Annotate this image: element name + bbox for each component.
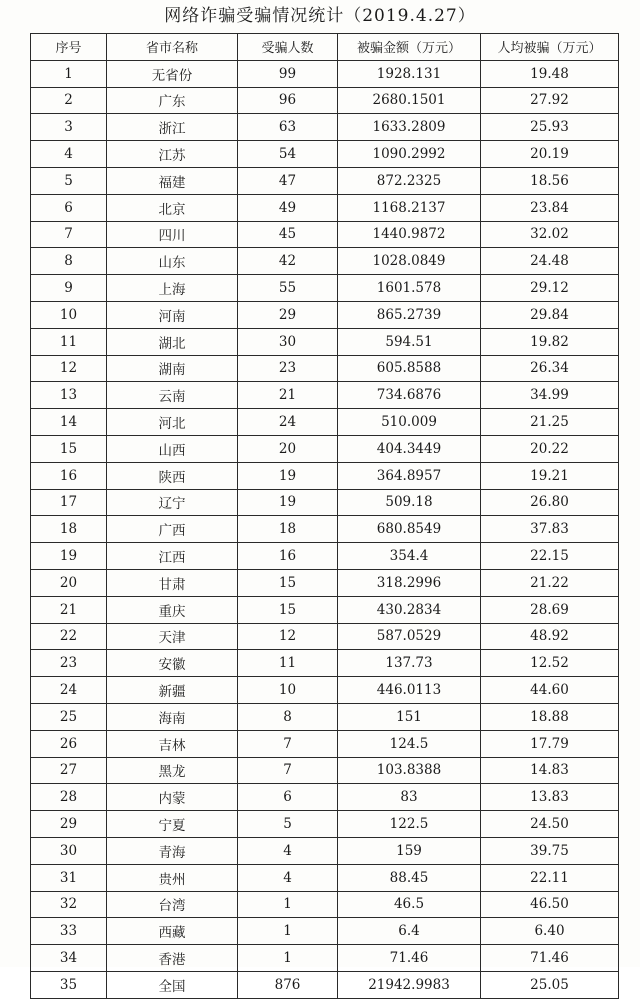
cell-province: 湖南 (107, 355, 238, 382)
cell-index: 11 (31, 328, 107, 355)
cell-amount: 137.73 (338, 650, 481, 677)
cell-victims: 4 (238, 864, 338, 891)
cell-average: 32.02 (481, 221, 619, 248)
cell-victims: 30 (238, 328, 338, 355)
cell-province: 台湾 (107, 891, 238, 918)
cell-amount: 124.5 (338, 730, 481, 757)
cell-index: 4 (31, 141, 107, 168)
cell-average: 13.83 (481, 784, 619, 811)
table-row (31, 757, 619, 784)
header-province: 省市名称 (107, 34, 238, 61)
cell-average: 26.80 (481, 489, 619, 516)
table-row (31, 945, 619, 972)
cell-province: 山西 (107, 435, 238, 462)
cell-province: 无省份 (107, 60, 238, 87)
cell-province: 辽宁 (107, 489, 238, 516)
cell-victims: 15 (238, 569, 338, 596)
table-row (31, 489, 619, 516)
table-row (31, 623, 619, 650)
cell-victims: 42 (238, 248, 338, 275)
cell-amount: 122.5 (338, 811, 481, 838)
cell-amount: 605.8588 (338, 355, 481, 382)
cell-average: 46.50 (481, 891, 619, 918)
cell-amount: 872.2325 (338, 167, 481, 194)
table-row (31, 194, 619, 221)
cell-amount: 1440.9872 (338, 221, 481, 248)
cell-victims: 10 (238, 677, 338, 704)
cell-index: 6 (31, 194, 107, 221)
cell-province: 广西 (107, 516, 238, 543)
cell-province: 新疆 (107, 677, 238, 704)
cell-index: 32 (31, 891, 107, 918)
cell-amount: 6.4 (338, 918, 481, 945)
cell-province: 宁夏 (107, 811, 238, 838)
table-row (31, 569, 619, 596)
cell-province: 四川 (107, 221, 238, 248)
cell-average: 48.92 (481, 623, 619, 650)
cell-index: 2 (31, 87, 107, 114)
cell-average: 18.88 (481, 703, 619, 730)
cell-province: 吉林 (107, 730, 238, 757)
cell-average: 28.69 (481, 596, 619, 623)
cell-amount: 1601.578 (338, 275, 481, 302)
cell-average: 19.21 (481, 462, 619, 489)
cell-average: 19.48 (481, 60, 619, 87)
cell-average: 29.84 (481, 301, 619, 328)
cell-victims: 19 (238, 462, 338, 489)
cell-average: 21.22 (481, 569, 619, 596)
cell-index: 8 (31, 248, 107, 275)
cell-average: 25.93 (481, 114, 619, 141)
cell-victims: 5 (238, 811, 338, 838)
cell-province: 甘肃 (107, 569, 238, 596)
cell-index: 29 (31, 811, 107, 838)
cell-index: 17 (31, 489, 107, 516)
cell-average: 22.11 (481, 864, 619, 891)
cell-amount: 88.45 (338, 864, 481, 891)
cell-province: 河南 (107, 301, 238, 328)
cell-amount: 71.46 (338, 945, 481, 972)
table-row (31, 87, 619, 114)
cell-province: 云南 (107, 382, 238, 409)
cell-average: 22.15 (481, 543, 619, 570)
cell-index: 13 (31, 382, 107, 409)
cell-victims: 1 (238, 918, 338, 945)
document-title: 网络诈骗受骗情况统计（2019.4.27） (164, 6, 476, 26)
table-row (31, 918, 619, 945)
cell-index: 16 (31, 462, 107, 489)
table-row (31, 114, 619, 141)
table-row (31, 141, 619, 168)
table-row (31, 462, 619, 489)
cell-victims: 19 (238, 489, 338, 516)
table-row (31, 650, 619, 677)
cell-province: 安徽 (107, 650, 238, 677)
table-row (31, 409, 619, 436)
cell-average: 27.92 (481, 87, 619, 114)
cell-average: 29.12 (481, 275, 619, 302)
cell-victims: 47 (238, 167, 338, 194)
table-row (31, 864, 619, 891)
cell-victims: 45 (238, 221, 338, 248)
cell-victims: 4 (238, 837, 338, 864)
cell-victims: 99 (238, 60, 338, 87)
cell-province: 香港 (107, 945, 238, 972)
cell-amount: 1633.2809 (338, 114, 481, 141)
cell-index: 23 (31, 650, 107, 677)
cell-amount: 103.8388 (338, 757, 481, 784)
cell-average: 21.25 (481, 409, 619, 436)
cell-index: 21 (31, 596, 107, 623)
cell-average: 17.79 (481, 730, 619, 757)
cell-amount: 1028.0849 (338, 248, 481, 275)
cell-province: 福建 (107, 167, 238, 194)
table-row (31, 784, 619, 811)
cell-average: 44.60 (481, 677, 619, 704)
cell-victims: 12 (238, 623, 338, 650)
cell-index: 31 (31, 864, 107, 891)
table-row (31, 221, 619, 248)
cell-average: 20.22 (481, 435, 619, 462)
cell-index: 33 (31, 918, 107, 945)
cell-index: 10 (31, 301, 107, 328)
cell-victims: 20 (238, 435, 338, 462)
cell-amount: 734.6876 (338, 382, 481, 409)
cell-amount: 865.2739 (338, 301, 481, 328)
cell-index: 19 (31, 543, 107, 570)
cell-index: 30 (31, 837, 107, 864)
cell-average: 25.05 (481, 971, 619, 998)
cell-index: 3 (31, 114, 107, 141)
table-row (31, 543, 619, 570)
cell-index: 12 (31, 355, 107, 382)
cell-victims: 16 (238, 543, 338, 570)
cell-victims: 29 (238, 301, 338, 328)
cell-index: 9 (31, 275, 107, 302)
cell-province: 天津 (107, 623, 238, 650)
table-row (31, 516, 619, 543)
table-header-row (31, 34, 619, 61)
cell-victims: 15 (238, 596, 338, 623)
cell-amount: 587.0529 (338, 623, 481, 650)
cell-victims: 24 (238, 409, 338, 436)
cell-victims: 7 (238, 757, 338, 784)
table-row (31, 382, 619, 409)
cell-victims: 7 (238, 730, 338, 757)
table-row (31, 275, 619, 302)
cell-amount: 680.8549 (338, 516, 481, 543)
cell-average: 34.99 (481, 382, 619, 409)
cell-province: 青海 (107, 837, 238, 864)
header-average: 人均被骗（万元） (481, 34, 619, 61)
cell-index: 24 (31, 677, 107, 704)
cell-average: 26.34 (481, 355, 619, 382)
cell-index: 27 (31, 757, 107, 784)
cell-province: 山东 (107, 248, 238, 275)
cell-victims: 1 (238, 891, 338, 918)
cell-victims: 8 (238, 703, 338, 730)
cell-victims: 21 (238, 382, 338, 409)
cell-amount: 430.2834 (338, 596, 481, 623)
cell-average: 18.56 (481, 167, 619, 194)
cell-amount: 1928.131 (338, 60, 481, 87)
cell-average: 12.52 (481, 650, 619, 677)
cell-average: 39.75 (481, 837, 619, 864)
cell-average: 20.19 (481, 141, 619, 168)
cell-amount: 509.18 (338, 489, 481, 516)
table-row (31, 677, 619, 704)
cell-amount: 151 (338, 703, 481, 730)
table-row (31, 596, 619, 623)
cell-index: 5 (31, 167, 107, 194)
cell-province: 河北 (107, 409, 238, 436)
cell-province: 内蒙 (107, 784, 238, 811)
table-body (31, 60, 619, 998)
cell-province: 江苏 (107, 141, 238, 168)
cell-index: 14 (31, 409, 107, 436)
cell-victims: 6 (238, 784, 338, 811)
cell-province: 湖北 (107, 328, 238, 355)
fraud-statistics-table (30, 33, 619, 999)
header-amount: 被骗金额（万元） (338, 34, 481, 61)
cell-province: 重庆 (107, 596, 238, 623)
cell-victims: 876 (238, 971, 338, 998)
cell-province: 黑龙 (107, 757, 238, 784)
cell-victims: 63 (238, 114, 338, 141)
cell-amount: 46.5 (338, 891, 481, 918)
cell-index: 1 (31, 60, 107, 87)
cell-province: 北京 (107, 194, 238, 221)
cell-victims: 54 (238, 141, 338, 168)
table-row (31, 891, 619, 918)
cell-province: 贵州 (107, 864, 238, 891)
cell-amount: 354.4 (338, 543, 481, 570)
cell-average: 23.84 (481, 194, 619, 221)
cell-index: 22 (31, 623, 107, 650)
cell-average: 71.46 (481, 945, 619, 972)
table-row (31, 355, 619, 382)
cell-province: 全国 (107, 971, 238, 998)
cell-index: 35 (31, 971, 107, 998)
cell-index: 28 (31, 784, 107, 811)
cell-amount: 159 (338, 837, 481, 864)
cell-victims: 11 (238, 650, 338, 677)
cell-victims: 18 (238, 516, 338, 543)
cell-victims: 1 (238, 945, 338, 972)
table-row (31, 703, 619, 730)
cell-average: 14.83 (481, 757, 619, 784)
table-row (31, 837, 619, 864)
cell-average: 24.50 (481, 811, 619, 838)
cell-amount: 594.51 (338, 328, 481, 355)
cell-amount: 83 (338, 784, 481, 811)
cell-victims: 96 (238, 87, 338, 114)
cell-province: 海南 (107, 703, 238, 730)
cell-average: 6.40 (481, 918, 619, 945)
cell-index: 25 (31, 703, 107, 730)
cell-average: 24.48 (481, 248, 619, 275)
table-row (31, 730, 619, 757)
cell-amount: 446.0113 (338, 677, 481, 704)
header-victims: 受骗人数 (238, 34, 338, 61)
cell-victims: 49 (238, 194, 338, 221)
cell-province: 陕西 (107, 462, 238, 489)
cell-index: 26 (31, 730, 107, 757)
cell-index: 7 (31, 221, 107, 248)
cell-index: 34 (31, 945, 107, 972)
cell-amount: 1090.2992 (338, 141, 481, 168)
cell-victims: 55 (238, 275, 338, 302)
cell-victims: 23 (238, 355, 338, 382)
table-row (31, 811, 619, 838)
table-row (31, 301, 619, 328)
table-row (31, 248, 619, 275)
cell-index: 18 (31, 516, 107, 543)
cell-province: 广东 (107, 87, 238, 114)
cell-amount: 2680.1501 (338, 87, 481, 114)
cell-province: 西藏 (107, 918, 238, 945)
cell-amount: 1168.2137 (338, 194, 481, 221)
header-index: 序号 (31, 34, 107, 61)
cell-amount: 364.8957 (338, 462, 481, 489)
cell-province: 浙江 (107, 114, 238, 141)
cell-province: 江西 (107, 543, 238, 570)
cell-amount: 404.3449 (338, 435, 481, 462)
table-row (31, 167, 619, 194)
table-row (31, 971, 619, 998)
cell-amount: 510.009 (338, 409, 481, 436)
cell-amount: 318.2996 (338, 569, 481, 596)
cell-index: 15 (31, 435, 107, 462)
cell-index: 20 (31, 569, 107, 596)
table-row (31, 328, 619, 355)
cell-amount: 21942.9983 (338, 971, 481, 998)
table-row (31, 435, 619, 462)
cell-average: 37.83 (481, 516, 619, 543)
cell-average: 19.82 (481, 328, 619, 355)
cell-province: 上海 (107, 275, 238, 302)
table-row (31, 60, 619, 87)
